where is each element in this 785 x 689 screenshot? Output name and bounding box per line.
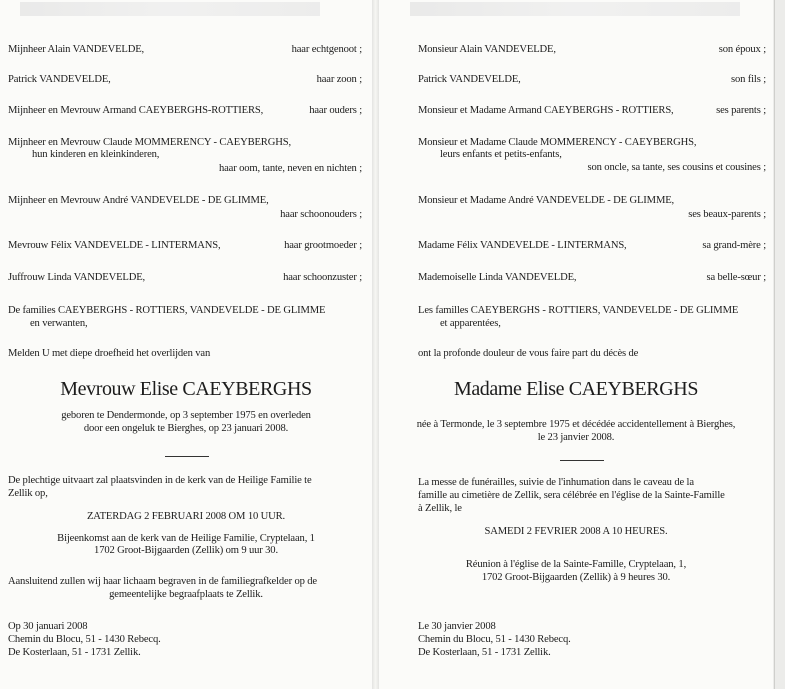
french-page: [379, 0, 773, 689]
family-relation: haar schoonzuster ;: [283, 272, 362, 283]
service-date: ZATERDAG 2 FEBRUARI 2008 OM 10 UUR.: [86, 511, 286, 522]
address-date: Op 30 januari 2008: [8, 621, 88, 632]
birth-death-line: door een ongeluk te Bierghes, op 23 januari 2008.: [83, 423, 289, 434]
service-text: famille au cimetière de Zellik, sera célébrée en l'église de la Sainte-Famille: [418, 490, 725, 501]
announcement: ont la profonde douleur de vous faire part du décès de: [418, 348, 639, 359]
family-name: De families CAEYBERGHS - ROTTIERS, VANDEVELDE - DE GLIMME: [8, 305, 326, 316]
family-relation: son époux ;: [718, 44, 766, 55]
family-name: Patrick VANDEVELDE,: [418, 74, 521, 85]
family-relation: ses beaux-parents ;: [688, 209, 766, 220]
family-name: Mijnheer en Mevrouw André VANDEVELDE - DE GLIMME,: [8, 195, 269, 206]
family-name: Madame Félix VANDEVELDE - LINTERMANS,: [418, 240, 627, 251]
family-relation: haar oom, tante, neven en nichten ;: [218, 163, 362, 174]
meeting-text: 1702 Groot-Bijgaarden (Zellik) à 9 heures 30.: [481, 572, 671, 583]
family-relation: haar zoon ;: [316, 74, 362, 85]
address-line: De Kosterlaan, 51 - 1731 Zellik.: [418, 647, 551, 658]
family-sub: en verwanten,: [30, 318, 88, 329]
burial-text: gemeentelijke begraafplaats te Zellik.: [109, 589, 263, 600]
family-name: Mevrouw Félix VANDEVELDE - LINTERMANS,: [8, 240, 221, 251]
birth-death-line: née à Termonde, le 3 septembre 1975 et décédée accidentellement à Bierghes,: [416, 419, 736, 430]
family-relation: ses parents ;: [716, 105, 766, 116]
family-relation: son oncle, sa tante, ses cousins et cousines ;: [587, 162, 766, 173]
family-name: Monsieur et Madame Armand CAEYBERGHS - ROTTIERS,: [418, 105, 674, 116]
divider: [560, 460, 604, 461]
divider: [165, 456, 209, 457]
address-line: Chemin du Blocu, 51 - 1430 Rebecq.: [418, 634, 571, 645]
deceased-name: Mevrouw Elise CAEYBERGHS: [60, 378, 312, 400]
family-name: Les familles CAEYBERGHS - ROTTIERS, VANDEVELDE - DE GLIMME: [418, 305, 739, 316]
bleed-through-shadow: [410, 2, 740, 16]
family-relation: haar ouders ;: [309, 105, 362, 116]
family-relation: haar echtgenoot ;: [291, 44, 362, 55]
family-name: Mijnheer en Mevrouw Claude MOMMERENCY - CAEYBERGHS,: [8, 137, 291, 148]
burial-text: Aansluitend zullen wij haar lichaam begraven in de familiegrafkelder op de: [8, 576, 317, 587]
deceased-name: Madame Elise CAEYBERGHS: [453, 378, 699, 400]
meeting-text: Bijeenkomst aan de kerk van de Heilige Familie, Cryptelaan, 1: [57, 533, 315, 544]
family-name: Patrick VANDEVELDE,: [8, 74, 111, 85]
family-name: Juffrouw Linda VANDEVELDE,: [8, 272, 146, 283]
bleed-through-shadow: [20, 2, 320, 16]
service-text: à Zellik, le: [418, 503, 462, 514]
page-fold: [372, 0, 379, 689]
birth-death-line: le 23 janvier 2008.: [537, 432, 615, 443]
address-line: De Kosterlaan, 51 - 1731 Zellik.: [8, 647, 141, 658]
service-date: SAMEDI 2 FEVRIER 2008 A 10 HEURES.: [484, 526, 668, 537]
family-name: Monsieur et Madame André VANDEVELDE - DE GLIMME,: [418, 195, 675, 206]
family-relation: sa grand-mère ;: [702, 240, 766, 251]
birth-death-line: geboren te Dendermonde, op 3 september 1975 en overleden: [61, 410, 311, 421]
announcement: Melden U met diepe droefheid het overlijden van: [8, 348, 211, 359]
family-sub: et apparentées,: [440, 318, 501, 329]
service-text: De plechtige uitvaart zal plaatsvinden in de kerk van de Heilige Familie te: [8, 475, 312, 486]
service-text: Zellik op,: [8, 488, 48, 499]
family-name: Mademoiselle Linda VANDEVELDE,: [418, 272, 577, 283]
family-name: Mijnheer en Mevrouw Armand CAEYBERGHS-ROTTIERS,: [8, 105, 264, 116]
address-date: Le 30 janvier 2008: [418, 621, 496, 632]
family-sub: leurs enfants et petits-enfants,: [440, 149, 562, 160]
meeting-text: Réunion à l'église de la Sainte-Famille, Cryptelaan, 1,: [465, 559, 687, 570]
meeting-text: 1702 Groot-Bijgaarden (Zellik) om 9 uur 30.: [94, 545, 278, 556]
family-relation: son fils ;: [731, 74, 766, 85]
address-line: Chemin du Blocu, 51 - 1430 Rebecq.: [8, 634, 161, 645]
service-text: La messe de funérailles, suivie de l'inhumation dans le caveau de la: [418, 477, 694, 488]
page-edge: [773, 0, 785, 689]
family-name: Monsieur et Madame Claude MOMMERENCY - CAEYBERGHS,: [418, 137, 697, 148]
family-relation: haar schoonouders ;: [280, 209, 362, 220]
family-relation: haar grootmoeder ;: [284, 240, 362, 251]
family-name: Monsieur Alain VANDEVELDE,: [418, 44, 556, 55]
family-relation: sa belle-sœur ;: [706, 272, 766, 283]
family-sub: hun kinderen en kleinkinderen,: [32, 149, 160, 160]
family-name: Mijnheer Alain VANDEVELDE,: [8, 44, 145, 55]
